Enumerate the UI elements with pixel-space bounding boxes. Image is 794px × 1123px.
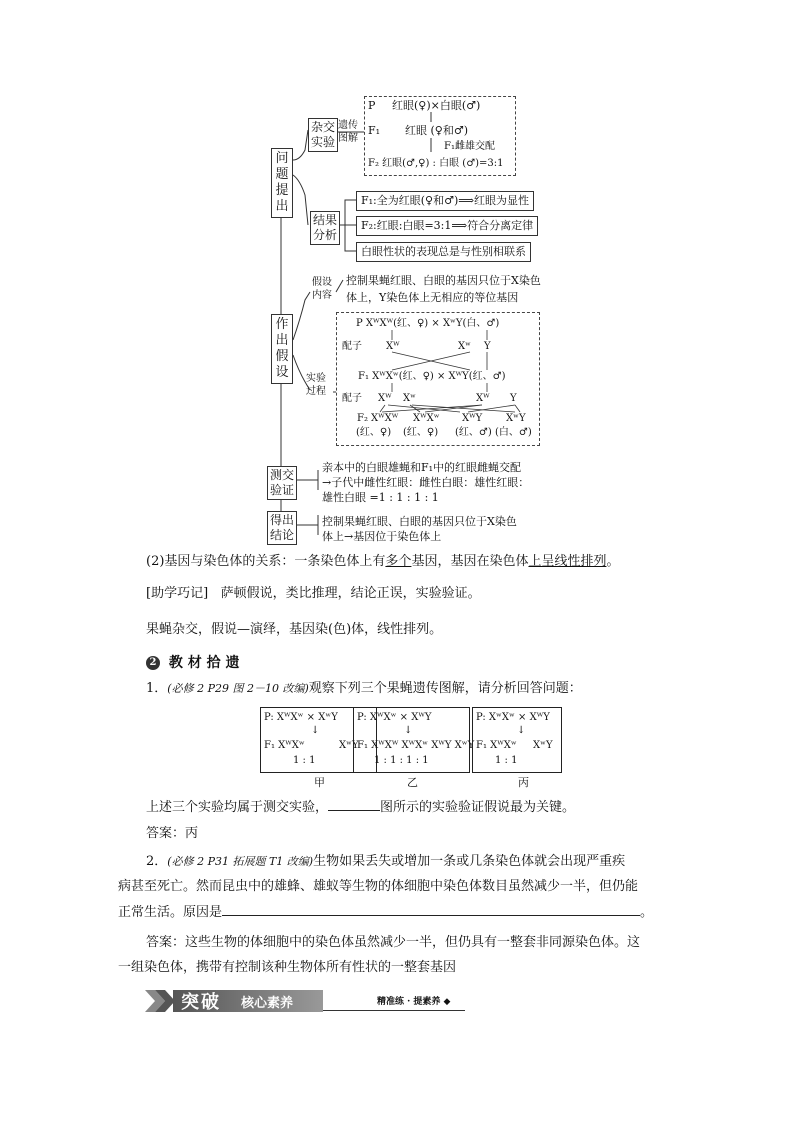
exp-f2-ph-1: (红、♀) — [356, 427, 392, 438]
exp-f2-ph-2: (红、♀) — [403, 427, 439, 438]
diagram-f1: F₁ — [368, 124, 381, 137]
stage-conclusion: 得出结论 — [267, 511, 297, 545]
exp-g7: Y — [510, 393, 517, 404]
genetic-diagram-label: 遗传图解 — [338, 120, 358, 144]
section-header: 2 教 材 拾 遗 — [146, 652, 240, 672]
reason-blank[interactable] — [222, 915, 640, 916]
stage-hypothesis: 作出假设 — [271, 314, 293, 384]
diagram-f2: F₂ 红眼(♂,♀) : 白眼 (♂)=3:1 — [368, 158, 504, 169]
question-2-answer-1: 答案：这些生物的体细胞中的染色体虽然减少一半，但仍具有一整套非同源染色体。这 — [146, 935, 641, 950]
testcross-text-1: 亲本中的白眼雄蝇和F₁中的红眼雌蝇交配 — [322, 461, 522, 474]
exp-row-p: P XᵂXᵂ(红、♀) × XʷY(白、♂) — [356, 318, 500, 329]
exp-f2-1: XᵂXᵂ — [371, 413, 399, 424]
cross-diagram-a: P: XᵂXʷ × XʷY ↓ F₁ XᵂXʷ XʷY 1 : 1 — [260, 707, 377, 773]
conclusion-text-2: 体上→基因位于染色体上 — [322, 530, 442, 543]
answer-blank[interactable] — [328, 810, 380, 811]
gene-chromosome-paragraph: (2)基因与染色体的关系：一条染色体上有多个基因，基因在染色体上呈线性排列。 — [146, 554, 620, 569]
cross-experiment-label: 杂交实验 — [308, 118, 338, 152]
diagram-f1-value: 红眼 (♀和♂) — [405, 124, 468, 137]
section-number-icon: 2 — [146, 656, 160, 670]
question-2-line-2: 病甚至死亡。然而昆虫中的雄蜂、雄蚁等生物的体细胞中染色体数目虽然减少一半，但仍能 — [118, 879, 639, 894]
exp-f2-label: F₂ — [357, 413, 368, 424]
conclusion-text-1: 控制果蝇红眼、白眼的基因只位于X染色 — [322, 515, 517, 528]
result-analysis-label: 结果分析 — [310, 211, 340, 245]
question-2-line-3: 正常生活。原因是 。 — [118, 905, 654, 920]
exp-f2-ph-4: (白、♂) — [495, 427, 532, 438]
exp-gamete-label-2: 配子 — [342, 393, 362, 404]
question-2-answer-2: 一组染色体，携带有控制该种生物体所有性状的一整套基因 — [118, 960, 457, 975]
cross-caption-c: 丙 — [518, 776, 529, 789]
analysis-item-2: F₂:红眼:白眼=3:1⟹符合分离定律 — [356, 216, 538, 236]
study-tip: [助学巧记] 萨顿假说，类比推理，结论正误，实验验证。 — [146, 586, 481, 601]
exp-g6: Xᵂ — [476, 393, 490, 404]
question-1-answer: 答案：丙 — [146, 826, 199, 841]
question-2-line-1: 2．(必修 2 P31 拓展题 T1 改编)生物如果丢失或增加一条或几条染色体就会出现严重疾 — [146, 854, 626, 869]
exp-g3: Y — [484, 341, 491, 352]
testcross-text-3: 雄性白眼 =1 : 1 : 1 : 1 — [322, 491, 439, 504]
exp-g1: Xᵂ — [386, 341, 400, 352]
cross-caption-b: 乙 — [407, 776, 418, 789]
experiment-process-label: 实验过程 — [306, 373, 326, 397]
cross-caption-a: 甲 — [314, 776, 325, 789]
hypothesis-content-label: 假设内容 — [312, 277, 332, 301]
cross-diagram-c: P: XʷXʷ × XᵂY ↓ F₁ XᵂXʷ XʷY 1 : 1 — [472, 707, 562, 773]
question-1-stem: 1．(必修 2 P29 图 2－10 改编)观察下列三个果蝇遗传图解，请分析回答问题： — [146, 681, 582, 696]
diagram-p-cross: 红眼(♀)×白眼(♂) — [392, 99, 481, 112]
exp-gamete-label: 配子 — [342, 341, 362, 352]
cross-diagram-b: P: XᵂXʷ × XᵂY ↓ F₁ XᵂXᵂ XᵂXʷ XᵂY XʷY 1 : 1 : 1 : 1 — [353, 707, 470, 773]
exp-f2-2: XᵂXʷ — [413, 413, 440, 424]
hypothesis-text-1: 控制果蝇红眼、白眼的基因只位于X染色 — [346, 274, 541, 287]
hypothesis-text-2: 体上，Y染色体上无相应的等位基因 — [346, 291, 519, 304]
mnemonic: 果蝇杂交，假说—演绎，基因染(色)体，线性排列。 — [146, 622, 443, 637]
diagram-p: P — [368, 99, 376, 112]
exp-g2: Xʷ — [458, 341, 471, 352]
stage-problem: 问题提出 — [271, 148, 293, 218]
core-literacy-banner: 突破 核心素养 精准练 · 提素养 ◆ — [145, 988, 465, 1014]
testcross-text-2: →子代中雌性红眼：雌性白眼：雄性红眼： — [322, 476, 530, 489]
exp-g4: Xᵂ — [378, 393, 392, 404]
question-1-prompt: 上述三个实验均属于测交实验， 图所示的实验验证假说最为关键。 — [146, 800, 576, 815]
stage-testcross: 测交验证 — [267, 466, 297, 500]
exp-row-f1: F₁ XᵂXʷ(红、♀) × XᵂY(红、♂) — [358, 371, 506, 382]
banner-chevron-icon — [145, 988, 175, 1014]
exp-g5: Xʷ — [403, 393, 416, 404]
diagram-f1-note: F₁雌雄交配 — [444, 141, 495, 152]
exp-f2-3: XᵂY — [462, 413, 483, 424]
analysis-item-3: 白眼性状的表现总是与性别相联系 — [356, 242, 531, 262]
exp-f2-4: XʷY — [506, 413, 526, 424]
analysis-item-1: F₁:全为红眼(♀和♂)⟹红眼为显性 — [356, 191, 534, 211]
exp-f2-ph-3: (红、♂) — [455, 427, 492, 438]
